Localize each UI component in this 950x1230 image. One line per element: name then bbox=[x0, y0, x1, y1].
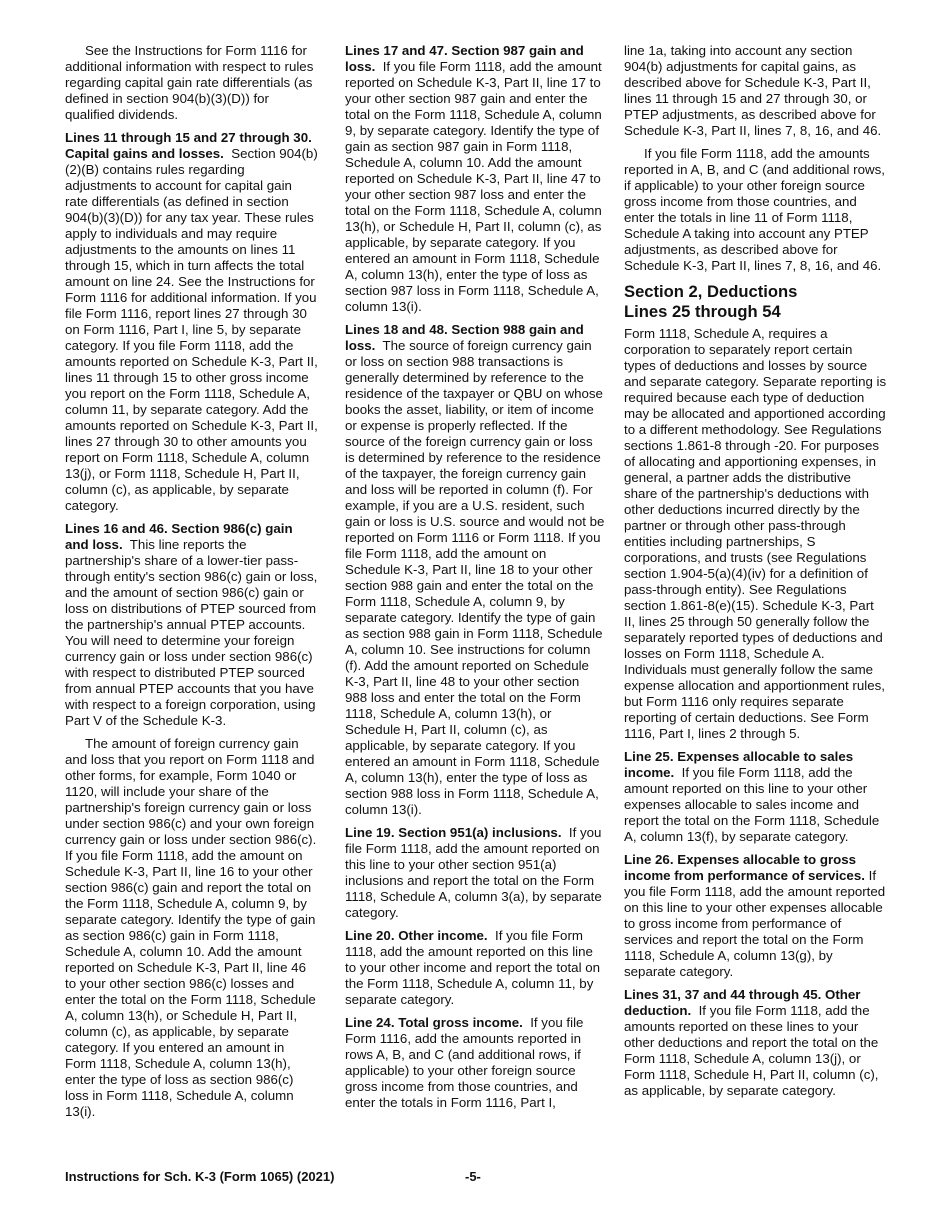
paragraph-body: If you file Form 1118, add the amount reported on this line to your other income and report the total on the Form 1118, Schedule A, column 11, by separate category. bbox=[345, 928, 601, 1007]
paragraph: The amount of foreign currency gain and loss that you report on Form 1118 and other forms, for example, Form 1040 or 1120, will include your share of the partnership's foreign currency gain or loss under section 986(c) and your own foreign currency gain or loss under section 986(c). If you file Form 1118, add the amount on Schedule K-3, Part II, line 16 to your other section 986(c) gain and report the total on the Form 1118, Schedule A, column 9, by separate category. Identify the type of gain as section 986(c) gain in Form 1118, Schedule A, column 10. Add the amount reported on Schedule K-3, Part II, line 46 to your other section 986(c) losses and enter the total on the Form 1118, Schedule A, column 13(h), or Schedule H, Part II, column (c), as applicable, by separate category. If you entered an amount in Form 1118, Schedule A, column 13(h), enter the type of loss as section 986(c) loss in Form 1118, Schedule A, column 13(i). bbox=[65, 736, 317, 1119]
paragraph-body: The source of foreign currency gain or loss on section 988 transactions is generally determined by reference to the residence of the taxpayer or QBU on whose books the asset, liability, or item of income or expense is properly reflected. If the source of the foreign currency gain or loss is determined by reference to the residence of the taxpayer, the foreign currency gain and loss will be reported in column (f). For example, if you are a U.S. resident, such gain or loss is U.S. source and would not be reported on Form 1116 or Form 1118. If you file Form 1118, add the amount on Schedule K-3, Part II, line 18 to your other section 988 gain and enter the total on the Form 1118, Schedule A, column 9, by separate category. Identify the type of gain as section 988 gain in Form 1118, Schedule A, column 10. See instructions for column (f). Add the amount reported on Schedule K-3, Part II, line 48 to your other section 988 loss and enter the total on the Form 1118, Schedule A, column 13(h), or Schedule H, Part II, column (c), as applicable, by separate category. If you entered an amount in Form 1118, Schedule A, column 13(h), enter the type of loss as section 988 loss in Form 1118, Schedule A, column 13(i). bbox=[345, 338, 605, 817]
paragraph-heading: Lines 17 and 47. Section 987 gain and loss. bbox=[345, 43, 584, 74]
paragraph-body: If you file Form 1116, add the amounts reported in rows A, B, and C (and additional rows, if applicable) to your other foreign source gross income from those countries, and enter the totals in Form 1116, Part I, bbox=[345, 1015, 584, 1110]
paragraph-heading: Line 24. Total gross income. bbox=[345, 1015, 523, 1030]
paragraph-body: This line reports the partnership's share of a lower-tier pass-through entity's section 986(c) gain or loss, and the amount of section 986(c) gain or loss on distributions of PTEP sourced from the partnership's annual PTEP accounts. You will need to determine your foreign currency gain or loss under section 986(c) with respect to distributed PTEP sourced from annual PTEP accounts that you have with respect to a foreign corporation, using Part V of the Schedule K-3. bbox=[65, 537, 318, 728]
paragraph bbox=[345, 43, 605, 315]
paragraph-heading: Line 20. Other income. bbox=[345, 928, 488, 943]
paragraph bbox=[345, 928, 605, 1008]
text-column-3 bbox=[624, 43, 887, 1106]
paragraph: line 1a, taking into account any section 904(b) adjustments for capital gains, as described above for Schedule K-3, Part II, lines 11 through 15 and 27 through 30, or PTEP adjustments, as described above for Schedule K-3, Part II, lines 7, 8, 16, and 46. bbox=[624, 43, 882, 138]
paragraph: Form 1118, Schedule A, requires a corporation to separately report certain types of deductions and losses by source and separate category. Separate reporting is required because each type of deduction may be allocated and apportioned according to a different methodology. See Regulations sections 1.861-8 through -20. For purposes of allocating and apportioning expenses, in general, a partner adds the distributive share of the partnership's deductions with other deductions incurred directly by the partner or through other pass-through entities including partnerships, S corporations, and trusts (see Regulations section 1.904-5(a)(4)(iv) for a definition of pass-through entity). See Regulations section 1.861-8(e)(15). Schedule K-3, Part II, lines 25 through 50 generally follow the separately reported types of deductions and losses on Form 1118, Schedule A. Individuals must generally follow the same expense allocation and apportionment rules, but Form 1116 only requires separate reporting of certain deductions. See Form 1116, Part I, lines 2 through 5. bbox=[624, 326, 887, 741]
paragraph-body: If you file Form 1118, add the amount reported on Schedule K-3, Part II, line 17 to your other section 987 gain and enter the total on the Form 1118, Schedule A, column 9, by separate category. Identify the type of gain as section 987 gain in Form 1118, Schedule A, column 10. Add the amount reported on Schedule K-3, Part II, line 47 to your other section 987 loss and enter the total on the Form 1118, Schedule A, column 13(h), or Schedule H, Part II, column (c), as applicable, by separate category. If you entered an amount in Form 1118, Schedule A, column 13(h), enter the type of loss as section 987 loss in Form 1118, Schedule A, column 13(i). bbox=[345, 59, 602, 314]
text-column-2 bbox=[345, 43, 605, 1118]
paragraph-body: If you file Form 1118, add the amount reported on this line to your other section 951(a) inclusions and report the total on the Form 1118, Schedule A, column 3(a), by separate category. bbox=[345, 825, 602, 920]
paragraph-heading: Lines 11 through 15 and 27 through 30. Capital gains and losses. bbox=[65, 130, 312, 161]
footer-title: Instructions for Sch. K-3 (Form 1065) (2021) bbox=[65, 1169, 335, 1184]
paragraph-heading: Line 19. Section 951(a) inclusions. bbox=[345, 825, 562, 840]
section-heading bbox=[624, 282, 887, 322]
paragraph-heading: Lines 18 and 48. Section 988 gain and loss. bbox=[345, 322, 584, 353]
paragraph-body: If you file Form 1118, add the amount reported on this line to your other expenses allocable to gross income from performance of services and report the total on the Form 1118, Schedule A, column 13(g), by separate category. bbox=[624, 868, 886, 979]
section-heading-line1: Section 2, Deductions bbox=[624, 282, 798, 301]
paragraph-body: If you file Form 1118, add the amounts reported on these lines to your other deductions and report the total on the Form 1118, Schedule A, column 13(j), or Form 1118, Schedule H, Part II, column (c), as applicable, by separate category. bbox=[624, 1003, 879, 1098]
paragraph bbox=[624, 852, 887, 980]
paragraph bbox=[345, 322, 605, 818]
paragraph-body: If you file Form 1118, add the amount reported on this line to your other expenses allocable to sales income and report the total on the Form 1118, Schedule A, column 13(f), by separate category. bbox=[624, 765, 880, 844]
paragraph-body: Section 904(b)(2)(B) contains rules regarding adjustments to account for capital gain rate differentials (as defined in section 904(b)(3)(D)) for any tax year. These rules apply to individuals and may require adjustments to the amounts on lines 11 through 15, which in turn affects the total amount on line 24. See the Instructions for Form 1116 for additional information. If you file Form 1116, report lines 27 through 30 on Form 1116, Part I, line 5, by separate category. If you file Form 1118, add the amounts reported on Schedule K-3, Part II, lines 11 through 15 to other gross income you report on the Form 1118, Schedule A, column 11, by separate category. Add the amounts reported on Schedule K-3, Part II, lines 27 through 30 to other amounts you report on Form 1118, Schedule A, column 13(j), or Form 1118, Schedule H, Part II, column (c), as applicable, by separate category. bbox=[65, 146, 318, 513]
page-footer bbox=[65, 1169, 887, 1185]
paragraph bbox=[65, 130, 318, 514]
paragraph: See the Instructions for Form 1116 for additional information with respect to rules regarding capital gain rate differentials (as defined in section 904(b)(3)(D)) for qualified dividends. bbox=[65, 43, 314, 122]
paragraph-heading: Line 26. Expenses allocable to gross income from performance of services. bbox=[624, 852, 865, 883]
paragraph-heading: Lines 31, 37 and 44 through 45. Other deduction. bbox=[624, 987, 861, 1018]
paragraph-heading: Lines 16 and 46. Section 986(c) gain and loss. bbox=[65, 521, 293, 552]
paragraph-heading: Line 25. Expenses allocable to sales income. bbox=[624, 749, 854, 780]
paragraph bbox=[345, 1015, 605, 1111]
paragraph bbox=[345, 825, 605, 921]
paragraph: If you file Form 1118, add the amounts reported in A, B, and C (and additional rows, if applicable) to your other foreign source gross income from those countries, and enter the totals in line 11 of Form 1118, Schedule A taking into account any PTEP adjustments, as described above for Schedule K-3, Part II, lines 7, 8, 16, and 46. bbox=[624, 146, 885, 273]
paragraph bbox=[65, 521, 318, 729]
section-heading-line2: Lines 25 through 54 bbox=[624, 302, 781, 321]
page-number: -5- bbox=[465, 1169, 481, 1184]
text-column-1 bbox=[65, 43, 318, 1127]
paragraph bbox=[624, 987, 887, 1099]
paragraph bbox=[624, 749, 887, 845]
